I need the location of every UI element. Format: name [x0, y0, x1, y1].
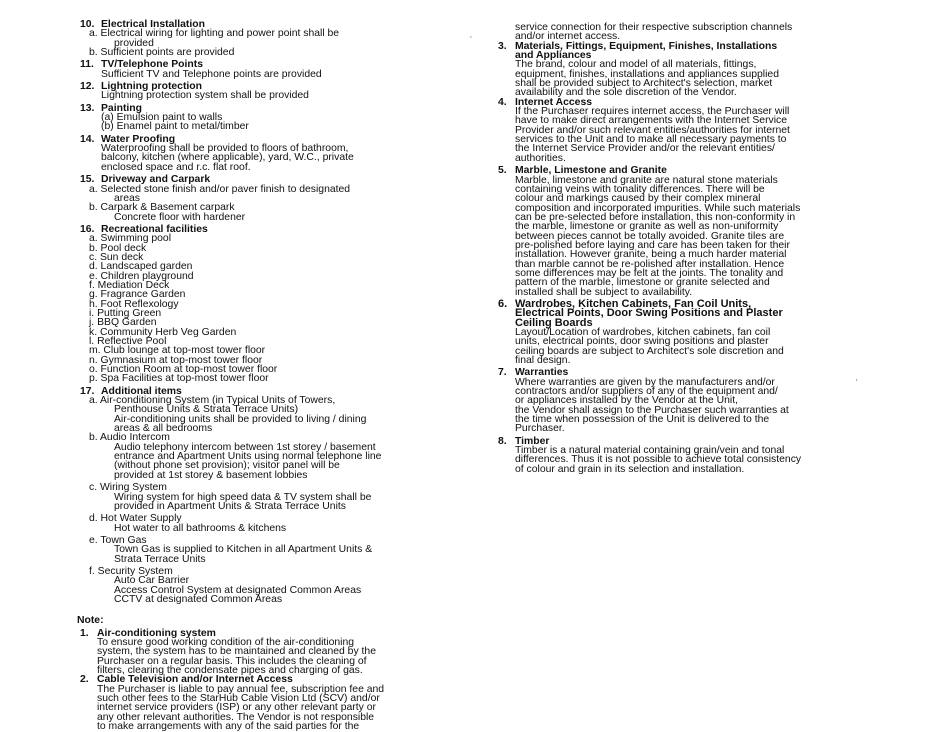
note-continuation	[498, 23, 875, 42]
note-text: the Internet Service Provider and/or the relevant entities/	[515, 143, 775, 155]
list-item: a. Air-conditioning System (in Typical Units of Towers,	[89, 395, 336, 407]
section-title: Lightning protection	[101, 81, 202, 93]
note-text: Purchaser.	[515, 423, 565, 435]
section-title: Recreational facilities	[101, 223, 208, 235]
note-title: Air-conditioning system	[97, 627, 216, 639]
note-wardrobes-cabinets	[498, 297, 875, 367]
section-title: Water Proofing	[101, 133, 176, 145]
list-item-continuation: Air-conditioning units shall be provided to living / dining	[114, 413, 367, 425]
note-text: the marble, limestone or granite as well as non-uniformity	[515, 221, 779, 233]
note-text: filters, clearing the condensate pipes and charging of gas.	[97, 665, 363, 676]
list-item: l. Reflective Pool	[89, 336, 167, 347]
note-text: To ensure good working condition of the air-conditioning	[97, 636, 355, 648]
list-item: k. Community Herb Veg Garden	[89, 326, 237, 338]
note-title: Marble, Limestone and Granite	[515, 165, 667, 177]
note-text: composition and incorporated impurities. While such materials	[515, 202, 801, 214]
list-item: d. Hot Water Supply	[89, 513, 182, 525]
section-number: 15.	[80, 174, 95, 186]
note-text: between pieces cannot be totally avoided. Granite tiles are	[515, 230, 785, 242]
section-water-proofing	[80, 135, 460, 172]
list-item-continuation: Penthouse Units & Strata Terrace Units)	[114, 404, 299, 416]
note-text: equipment, finishes, installations and appliances supplied	[515, 68, 779, 80]
section-number: 13.	[80, 102, 95, 114]
note-text: ceiling boards are subject to Architect's sole discretion and	[515, 345, 784, 357]
note-text: Layout/Location of wardrobes, kitchen cabinets, fan coil	[515, 327, 771, 338]
note-text: final design.	[515, 355, 571, 367]
note-text: any other relevant authorities. The Vendor is not responsible	[97, 711, 375, 723]
section-number: 17.	[80, 385, 95, 397]
note-text: such other fees to the StarHub Cable Vision Ltd (SCV) and/or	[97, 693, 380, 705]
right-column	[498, 23, 875, 474]
note-title-continuation: and Appliances	[515, 50, 592, 62]
notes	[77, 615, 460, 732]
section-title: Driveway and Carpark	[101, 174, 211, 186]
note-number: 6.	[498, 297, 508, 310]
note-number: 1.	[80, 627, 89, 639]
note-number: 5.	[498, 165, 507, 177]
list-item-continuation: Audio telephony intercom between 1st storey / basement	[114, 441, 376, 453]
list-item-continuation: Concrete floor with hardener	[114, 211, 246, 223]
note-number: 7.	[498, 367, 507, 379]
section-lightning-protection	[80, 82, 460, 101]
section-title: TV/Telephone Points	[101, 59, 203, 71]
section-number: 12.	[80, 81, 95, 93]
list-item: c. Wiring System	[89, 482, 167, 494]
note-text: The brand, colour and model of all materials, fittings,	[515, 59, 757, 71]
note-text: of colour and grain in its selection and installation.	[515, 463, 745, 475]
note-text: service connection for their respective subscription channels	[515, 22, 793, 33]
note-timber	[498, 437, 875, 474]
note-text: If the Purchaser requires internet access, the Purchaser will	[515, 106, 790, 118]
section-tv-telephone	[80, 60, 460, 79]
section-additional-items	[80, 387, 460, 605]
body-text: balcony, kitchen (where applicable), yard, W.C., private	[101, 152, 354, 164]
section-painting	[80, 104, 460, 132]
list-item-continuation: provided in Apartment Units & Strata Terrace Units	[114, 500, 346, 512]
note-number: 8.	[498, 435, 507, 447]
list-item: a. Swimming pool	[89, 233, 172, 245]
list-item: b. Carpark & Basement carpark	[89, 202, 235, 214]
section-electrical-installation	[80, 20, 460, 57]
note-text: or appliances installed by the Vendor at the Unit,	[515, 395, 738, 407]
list-item: a. Selected stone finish and/or paver finish to designated	[89, 183, 351, 195]
note-text: installed shall be subject to availability.	[515, 286, 693, 298]
note-text: Provider and/or such relevant entities/authorities for internet	[515, 124, 790, 136]
note-text: some differences may be felt at the joints. The tonality and	[515, 267, 784, 279]
body-text: Sufficient TV and Telephone points are provided	[101, 68, 322, 80]
note-title: Internet Access	[515, 96, 593, 108]
list-item: i. Putting Green	[89, 307, 162, 319]
list-item: d. Landscaped garden	[89, 261, 193, 273]
note-text: Purchaser on a regular basis. This includes the cleaning of	[97, 655, 367, 667]
list-item-continuation: (without phone set provision); visitor panel will be	[114, 460, 340, 472]
list-item: a. Electrical wiring for lighting and power point shall be	[89, 28, 340, 40]
note-title-continuation: Ceiling Boards	[515, 316, 593, 329]
list-item: b. Pool deck	[89, 242, 147, 254]
note-text: shall be provided subject to Architect's selection, market	[515, 78, 773, 90]
scan-speck: '	[856, 378, 858, 387]
list-item: (a) Emulsion paint to walls	[101, 112, 223, 124]
note-text: differences. Thus it is not possible to achieve total consistency	[515, 454, 802, 466]
body-text: Waterproofing shall be provided to floors of bathroom,	[101, 143, 349, 155]
note-text: the Vendor shall assign to the Purchaser such warranties at	[515, 404, 789, 416]
list-item: b. Sufficient points are provided	[89, 47, 235, 59]
list-item: f. Security System	[89, 565, 173, 577]
note-text: contractors and/or suppliers of any of the equipment and/	[515, 386, 778, 398]
section-number: 16.	[80, 223, 95, 235]
note-title: Timber	[515, 435, 550, 447]
left-column	[77, 19, 460, 732]
list-item: (b) Enamel paint to metal/timber	[101, 121, 249, 133]
list-item: j. BBQ Garden	[89, 317, 157, 329]
note-title: Cable Television and/or Internet Access	[97, 674, 293, 686]
note-title: Wardrobes, Kitchen Cabinets, Fan Coil Units,	[515, 297, 752, 310]
list-item: f. Mediation Deck	[89, 279, 170, 291]
note-text: units, electrical points, door swing positions and plaster	[515, 336, 769, 348]
list-item-continuation: entrance and Apartment Units using normal telephone line	[114, 451, 382, 463]
note-text: have to make direct arrangements with the Internet Service	[515, 115, 788, 127]
list-item: h. Foot Reflexology	[89, 298, 179, 310]
note-text: authorities.	[515, 152, 566, 164]
note-text: colour and markings caused by their complex mineral	[515, 193, 761, 205]
note-text: availability and the sole discretion of the Vendor.	[515, 87, 737, 99]
notes-heading: Note:	[77, 615, 104, 627]
note-text: The Purchaser is liable to pay annual fee, subscription fee and	[97, 683, 385, 695]
body-text: Lightning protection system shall be provided	[101, 90, 309, 102]
list-item-continuation: provided	[114, 37, 154, 49]
section-recreational-facilities	[80, 225, 460, 384]
note-text: installation. However granite, being a much harder material	[515, 249, 787, 261]
list-item-continuation: areas	[114, 192, 140, 204]
note-text: to make arrangements with any of the said parties for the	[97, 721, 360, 732]
section-title: Electrical Installation	[101, 19, 205, 30]
list-item: e. Children playground	[89, 270, 194, 282]
scan-speck: ‚	[470, 30, 472, 39]
note-text: pattern of the marble, limestone or granite selected and	[515, 277, 770, 289]
section-number: 10.	[80, 19, 95, 30]
list-item-continuation: Strata Terrace Units	[114, 553, 206, 565]
section-driveway-carpark	[80, 175, 460, 222]
list-item-continuation: areas & all bedrooms	[114, 423, 213, 435]
note-materials-fittings	[498, 42, 875, 98]
note-text: Timber is a natural material containing grain/vein and tonal	[515, 445, 785, 457]
list-item-continuation: Hot water to all bathrooms & kitchens	[114, 522, 287, 534]
section-number: 11.	[80, 59, 94, 71]
note-marble-limestone-granite	[498, 166, 875, 297]
section-number: 14.	[80, 133, 95, 145]
note-text: system, the system has to be maintained and cleaned by the	[97, 646, 376, 658]
note-text: and/or internet access.	[515, 31, 621, 43]
section-title: Painting	[101, 102, 142, 114]
note-number: 3.	[498, 40, 507, 52]
list-item-continuation: Wiring system for high speed data & TV system shall be	[114, 491, 372, 503]
note-text: Where warranties are given by the manufacturers and/or	[515, 376, 775, 388]
list-item: e. Town Gas	[89, 534, 147, 546]
note-text: can be pre-selected before installation, this non-conformity in	[515, 211, 796, 223]
note-text: Marble, limestone and granite are natural stone materials	[515, 174, 778, 186]
list-item-continuation: Access Control System at designated Common Areas	[114, 584, 362, 596]
note-text: containing veins with tonality differences. There will be	[515, 183, 765, 195]
note-text: the time when possession of the Unit is delivered to the	[515, 414, 770, 426]
note-text: internet service providers (ISP) or any other relevant party or	[97, 702, 376, 714]
body-text: enclosed space and r.c. flat roof.	[101, 161, 251, 173]
list-item-continuation: provided at 1st storey & basement lobbies	[114, 469, 308, 481]
list-item: b. Audio Intercom	[89, 432, 170, 444]
list-item-continuation: CCTV at designated Common Areas	[114, 593, 283, 605]
list-item: p. Spa Facilities at top-most tower floor	[89, 373, 269, 385]
section-title: Additional items	[101, 385, 182, 397]
note-number: 4.	[498, 96, 507, 108]
note-number: 2.	[80, 674, 89, 686]
list-item: n. Gymnasium at top-most tower floor	[89, 354, 263, 366]
note-internet-access	[498, 98, 875, 163]
note-title-continuation: Electrical Points, Door Swing Positions and Plaster	[515, 307, 783, 320]
list-item-continuation: Auto Car Barrier	[114, 575, 190, 587]
note-warranties	[498, 368, 875, 433]
list-item: c. Sun deck	[89, 251, 144, 263]
note-text: than marble cannot be re-polished after installation. Hence	[515, 258, 785, 270]
list-item: g. Fragrance Garden	[89, 289, 186, 301]
list-item-continuation: Town Gas is supplied to Kitchen in all Apartment Units &	[114, 544, 373, 556]
note-text: pre-polished before laying and care has been taken for their	[515, 239, 790, 251]
list-item: o. Function Room at top-most tower floor	[89, 364, 278, 376]
note-text: services to the Unit and to make all necessary payments to	[515, 134, 787, 146]
list-item: m. Club lounge at top-most tower floor	[89, 345, 266, 357]
note-title: Warranties	[515, 367, 569, 379]
note-title: Materials, Fittings, Equipment, Finishes, Installations	[515, 40, 778, 52]
